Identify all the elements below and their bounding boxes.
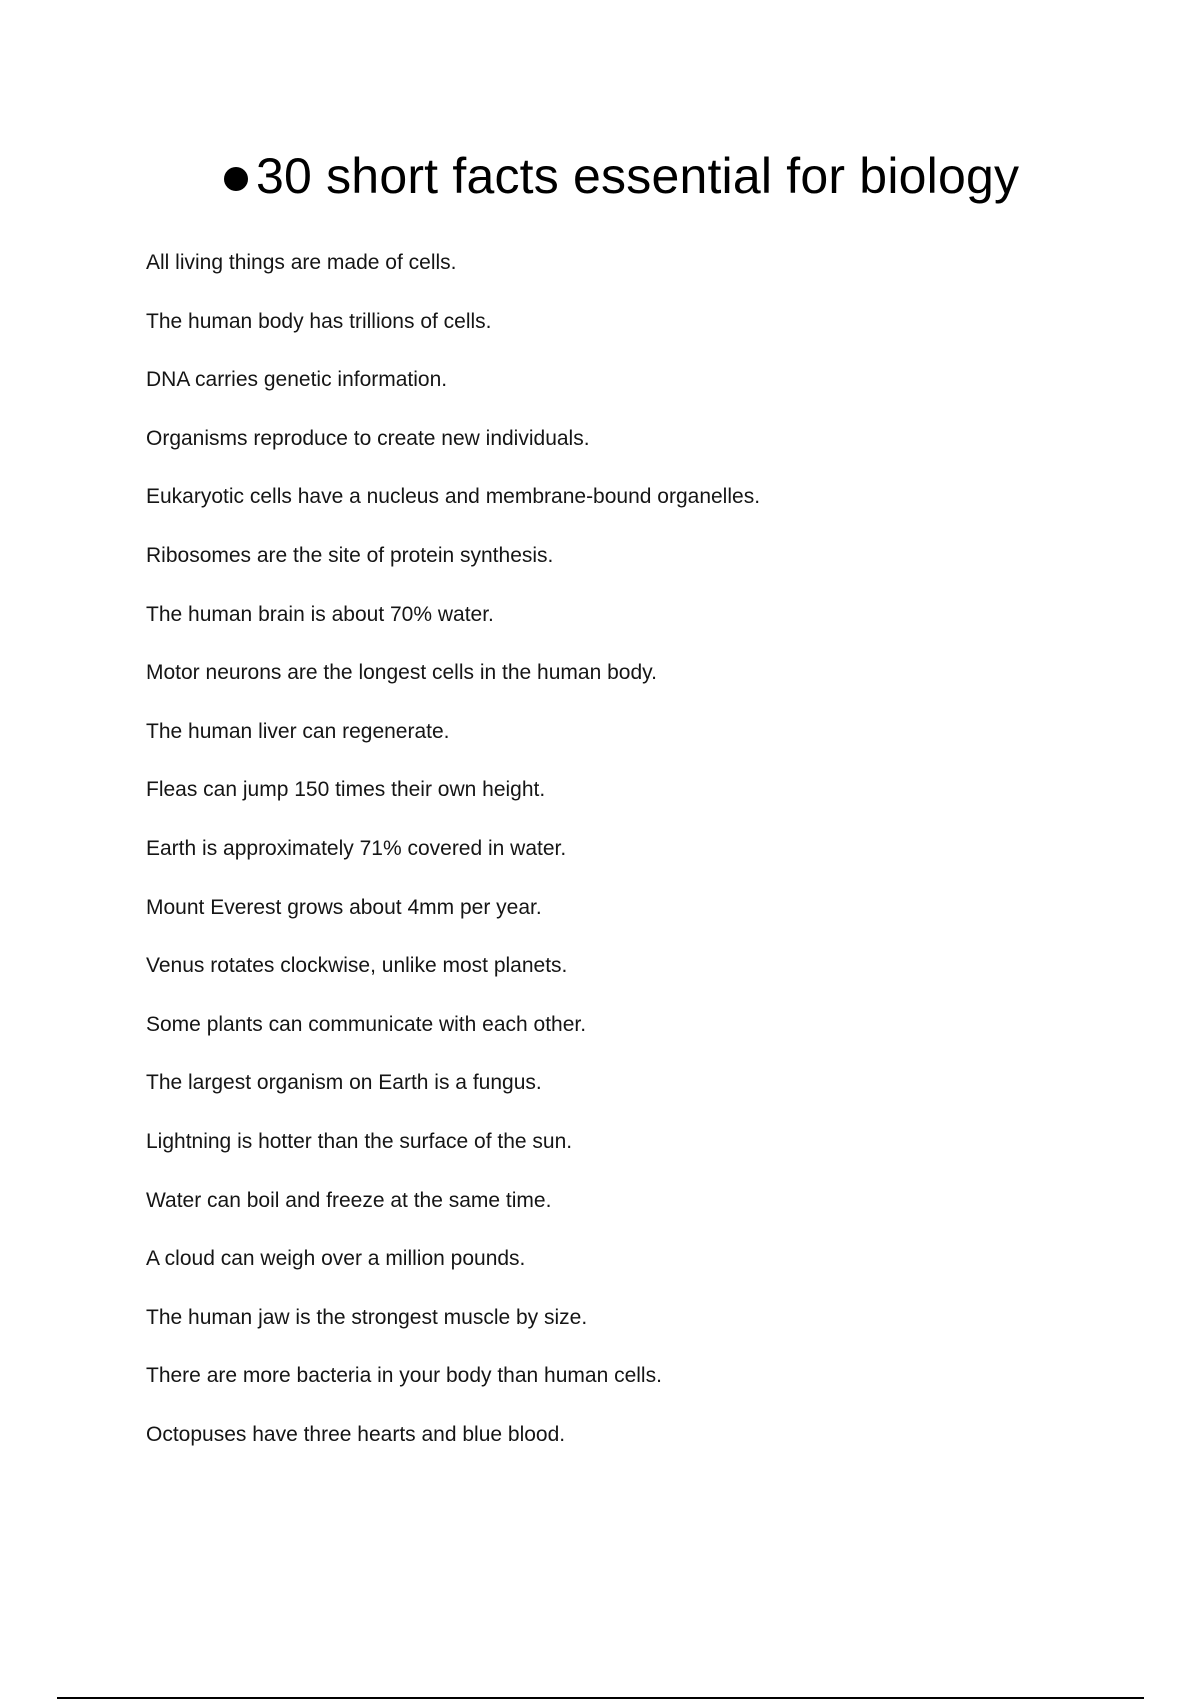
fact-item: Some plants can communicate with each other. (146, 1012, 587, 1036)
fact-item: The human liver can regenerate. (146, 719, 450, 743)
fact-item: Mount Everest grows about 4mm per year. (146, 895, 542, 919)
fact-item: Earth is approximately 71% covered in water. (146, 836, 567, 860)
fact-item: The human brain is about 70% water. (146, 602, 494, 626)
fact-item: There are more bacteria in your body than human cells. (146, 1364, 662, 1388)
fact-item: All living things are made of cells. (146, 251, 457, 274)
page-title: 30 short facts essential for biology (256, 148, 1020, 204)
fact-item: Venus rotates clockwise, unlike most planets. (146, 954, 568, 978)
fact-item: The largest organism on Earth is a fungus. (146, 1071, 542, 1095)
fact-item: Lightning is hotter than the surface of the sun. (146, 1129, 573, 1153)
fact-item: Motor neurons are the longest cells in the human body. (146, 661, 657, 685)
footer-divider (57, 1697, 1144, 1699)
fact-item: Fleas can jump 150 times their own height. (146, 778, 546, 802)
fact-item: A cloud can weigh over a million pounds. (146, 1247, 526, 1271)
fact-item: DNA carries genetic information. (146, 368, 448, 392)
fact-item: Ribosomes are the site of protein synthesis. (146, 543, 554, 567)
title-row (224, 146, 1019, 206)
fact-item: The human jaw is the strongest muscle by size. (146, 1305, 588, 1329)
fact-item: Octopuses have three hearts and blue blood. (146, 1422, 566, 1446)
fact-item: Water can boil and freeze at the same time. (146, 1188, 552, 1212)
facts-list (146, 249, 760, 1479)
fact-item: The human body has trillions of cells. (146, 309, 492, 333)
bullet-icon (224, 167, 248, 191)
fact-item: Organisms reproduce to create new individuals. (146, 426, 590, 450)
fact-item: Eukaryotic cells have a nucleus and membrane-bound organelles. (146, 485, 761, 509)
